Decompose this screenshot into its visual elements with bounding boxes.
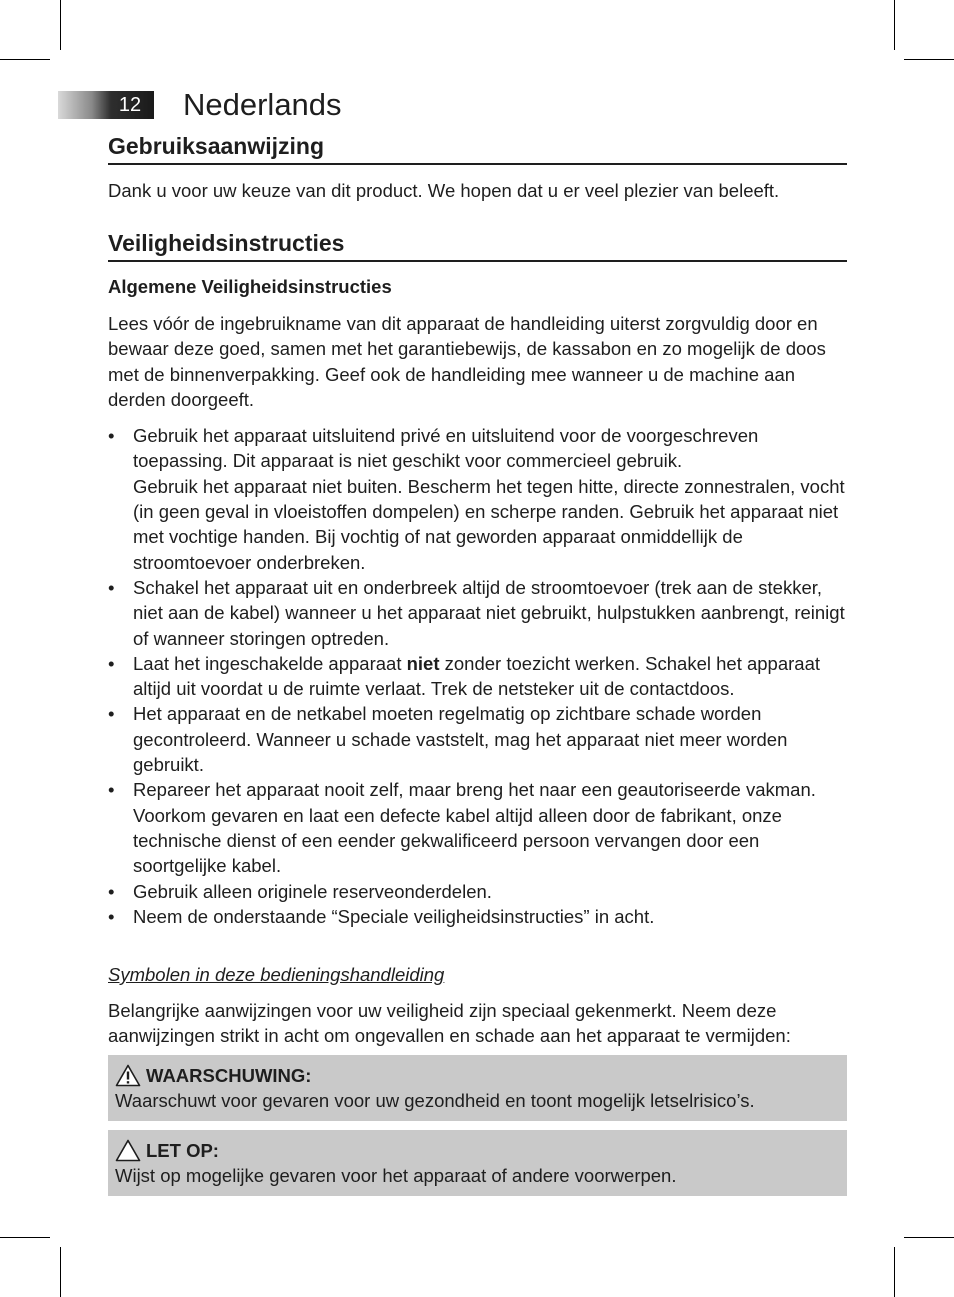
- section-symbols: [108, 962, 847, 1196]
- symbols-title: Symbolen in deze bedieningshandleiding: [108, 964, 445, 985]
- crop-mark: [0, 59, 50, 60]
- caution-label: LET OP:: [146, 1139, 219, 1161]
- list-item: • Neem de onderstaande “Speciale veiligheidsinstructies” in acht.: [108, 904, 847, 929]
- crop-mark: [60, 0, 61, 50]
- caution-text: Wijst op mogelijke gevaren voor het apparaat of andere voorwerpen.: [115, 1164, 677, 1186]
- list-item-text-extra: Gebruik het apparaat niet buiten. Bescherm het tegen hitte, directe zonnestralen, vocht (in geen geval in vloeistoffen dompelen) en scherpe randen. Gebruik het apparaat niet met vochtige handen. Bij vochtig of nat geworden apparaat onmiddellijk de stroomtoevoer onderbreken.: [133, 475, 845, 573]
- subsection-title: Algemene Veiligheidsinstructies: [108, 276, 392, 297]
- caution-heading: [115, 1138, 839, 1163]
- crop-mark: [60, 1247, 61, 1297]
- list-item-text: Laat het ingeschakelde apparaat: [133, 652, 407, 674]
- warning-label: WAARSCHUWING:: [146, 1064, 312, 1086]
- warning-heading: [115, 1063, 839, 1088]
- caution-triangle-icon: [115, 1139, 141, 1162]
- crop-mark: [0, 1237, 50, 1238]
- safety-paragraph: Lees vóór de ingebruikname van dit apparaat de handleiding uiterst zorgvuldig door en bewaar deze goed, samen met het garantiebewijs, de kassabon en zo mogelijk de doos met de binnenverpakking. Geef ook de handleiding mee wanneer u de machine aan derden doorgeeft.: [108, 313, 826, 410]
- crop-mark: [904, 59, 954, 60]
- list-item: [108, 651, 847, 702]
- language-title: Nederlands: [183, 87, 342, 122]
- list-item: • Schakel het apparaat uit en onderbreek altijd de stroomtoevoer (trek aan de stekker, niet aan de kabel) wanneer u het apparaat niet gebruikt, hulpstukken aanbrengt, reinigt of wanneer storingen optreden.: [108, 575, 847, 651]
- list-item-text: Gebruik het apparaat uitsluitend privé en uitsluitend voor de voorgeschreven toepassing. Dit apparaat is niet geschikt voor commercieel gebruik.: [133, 425, 759, 472]
- list-item: • Gebruik alleen originele reserveonderdelen.: [108, 879, 847, 904]
- crop-mark: [904, 1237, 954, 1238]
- symbols-intro: Belangrijke aanwijzingen voor uw veiligheid zijn speciaal gekenmerkt. Neem deze aanwijzingen strikt in acht om ongevallen en schade aan het apparaat te vermijden:: [108, 1000, 791, 1047]
- list-item: [108, 423, 847, 575]
- crop-mark: [894, 1247, 895, 1297]
- list-item: • Repareer het apparaat nooit zelf, maar breng het naar een geautoriseerde vakman. Voorkom gevaren en laat een defecte kabel altijd alleen door de fabrikant, onze technische dienst of een eender gekwalificeerd persoon vervangen door een soortgelijke kabel.: [108, 777, 847, 878]
- section-veiligheidsinstructies: [108, 228, 847, 929]
- section-title: Veiligheidsinstructies: [108, 228, 847, 262]
- crop-mark: [894, 0, 895, 50]
- list-item: • Het apparaat en de netkabel moeten regelmatig op zichtbare schade worden gecontroleerd. Wanneer u schade vaststelt, mag het apparaat niet meer worden gebruikt.: [108, 701, 847, 777]
- section-gebruiksaanwijzing: [108, 131, 847, 203]
- safety-bullet-list: [108, 423, 847, 929]
- warning-triangle-icon: [115, 1064, 141, 1087]
- warning-text: Waarschuwt voor gevaren voor uw gezondheid en toont mogelijk letselrisico’s.: [115, 1089, 755, 1111]
- list-item-text: zonder toezicht werken. Schakel het apparaat altijd uit voordat u de ruimte verlaat. Trek de netsteker uit de contactdoos.: [133, 652, 821, 700]
- caution-box: [108, 1130, 847, 1196]
- intro-paragraph: Dank u voor uw keuze van dit product. We hopen dat u er veel plezier van beleeft.: [108, 180, 780, 201]
- emphasis-text: niet: [406, 652, 440, 674]
- section-title: Gebruiksaanwijzing: [108, 131, 847, 165]
- warning-box: [108, 1055, 847, 1121]
- page-number: 12: [118, 94, 142, 116]
